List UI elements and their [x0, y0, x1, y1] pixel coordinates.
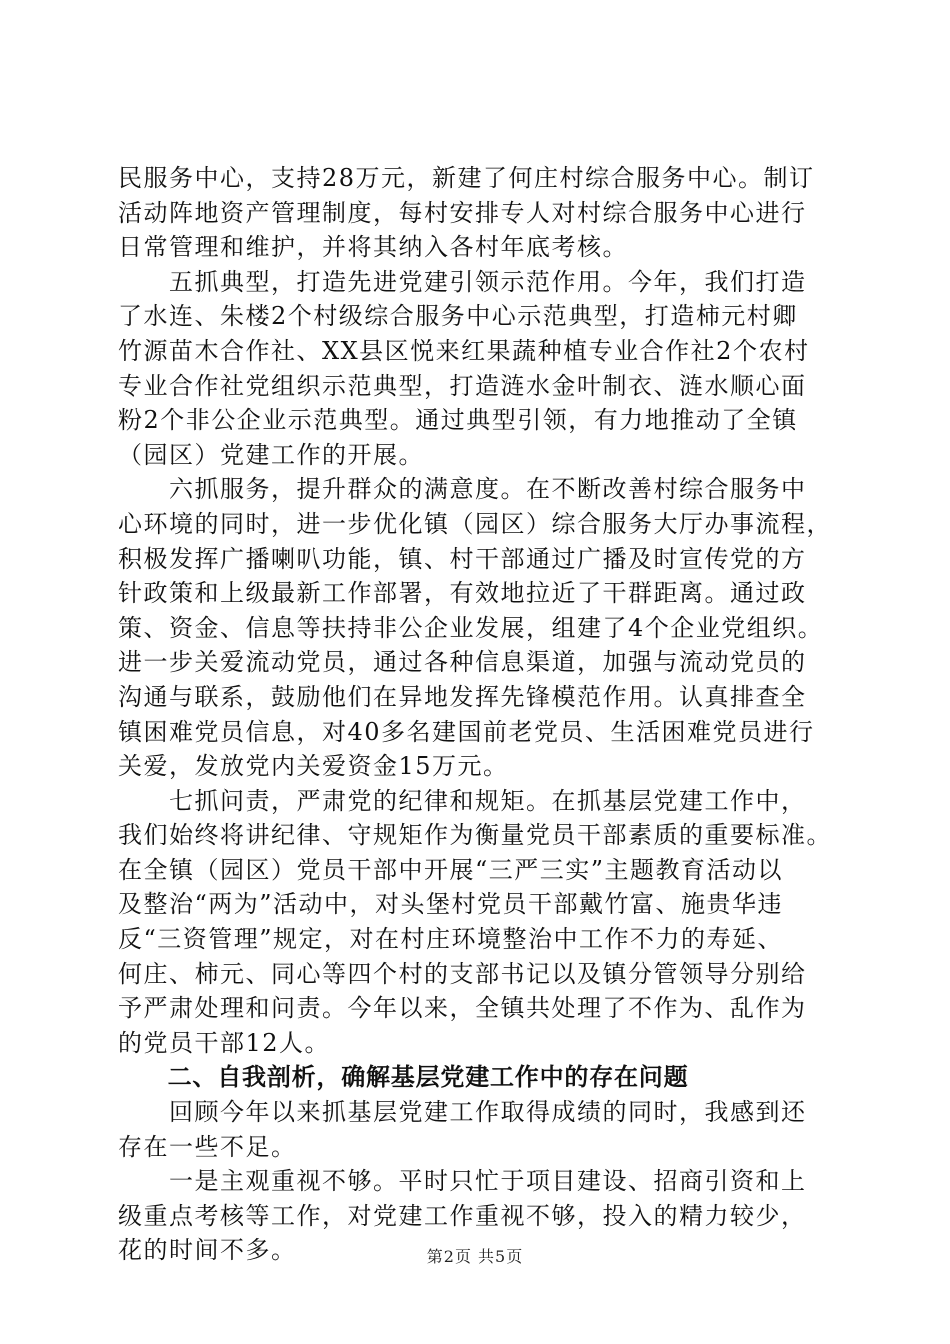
paragraph-start-line: 一是主观重视不够。平时只忙于项目建设、招商引资和上 [118, 1167, 807, 1196]
paragraph-start-line: 六抓服务，提升群众的满意度。在不断改善村综合服务中 [118, 475, 807, 504]
text-line: 日常管理和维护，并将其纳入各村年底考核。 [118, 233, 628, 262]
text-line: 镇困难党员信息，对40多名建国前老党员、生活困难党员进行 [118, 717, 815, 746]
text-line: 关爱，发放党内关爱资金15万元。 [118, 752, 509, 781]
text-line: 我们始终将讲纪律、守规矩作为衡量党员干部素质的重要标准。 [118, 821, 832, 850]
text-line: 心环境的同时，进一步优化镇（园区）综合服务大厅办事流程， [118, 509, 832, 538]
paragraph-start-line: 回顾今年以来抓基层党建工作取得成绩的同时，我感到还 [118, 1098, 807, 1127]
text-line: 存在一些不足。 [118, 1132, 297, 1161]
text-line: 针政策和上级最新工作部署，有效地拉近了干群距离。通过政 [118, 579, 807, 608]
text-line: 在全镇（园区）党员干部中开展“三严三实”主题教育活动以 [118, 855, 784, 884]
text-line: （园区）党建工作的开展。 [118, 440, 424, 469]
paragraph-start-line: 七抓问责，严肃党的纪律和规矩。在抓基层党建工作中， [118, 786, 807, 815]
text-line: 活动阵地资产管理制度，每村安排专人对村综合服务中心进行 [118, 198, 807, 227]
text-line: 反“三资管理”规定，对在村庄环境整治中工作不力的寿延、 [118, 925, 784, 954]
text-line: 花的时间不多。 [118, 1236, 297, 1265]
text-line: 积极发挥广播喇叭功能，镇、村干部通过广播及时宣传党的方 [118, 544, 807, 573]
text-line: 沟通与联系，鼓励他们在异地发挥先锋模范作用。认真排查全 [118, 682, 807, 711]
text-line: 及整治“两为”活动中，对头堡村党员干部戴竹富、施贵华违 [118, 890, 784, 919]
text-line: 民服务中心，支持28万元，新建了何庄村综合服务中心。制订 [118, 164, 815, 192]
text-line: 了水连、朱楼2个村级综合服务中心示范典型，打造柿元村卿 [118, 302, 798, 331]
text-line: 竹源苗木合作社、XX县区悦来红果蔬种植专业合作社2个农村 [118, 336, 810, 365]
text-line: 专业合作社党组织示范典型，打造涟水金叶制衣、涟水顺心面 [118, 371, 807, 400]
text-line: 策、资金、信息等扶持非公企业发展，组建了4个企业党组织。 [118, 613, 824, 642]
text-line: 予严肃处理和问责。今年以来，全镇共处理了不作为、乱作为 [118, 994, 807, 1023]
text-line: 进一步关爱流动党员，通过各种信息渠道，加强与流动党员的 [118, 648, 807, 677]
text-line: 粉2个非公企业示范典型。通过典型引领，有力地推动了全镇 [118, 406, 798, 435]
document-body [118, 161, 838, 1268]
paragraph-start-line: 五抓典型，打造先进党建引领示范作用。今年，我们打造 [118, 267, 807, 296]
text-line: 何庄、柿元、同心等四个村的支部书记以及镇分管领导分别给 [118, 959, 807, 988]
text-line: 级重点考核等工作，对党建工作重视不够，投入的精力较少， [118, 1201, 807, 1230]
section-heading: 二、自我剖析，确解基层党建工作中的存在问题 [118, 1063, 689, 1092]
text-line: 的党员干部12人。 [118, 1028, 331, 1057]
page-number-footer: 第2页 共5页 [426, 1247, 524, 1266]
